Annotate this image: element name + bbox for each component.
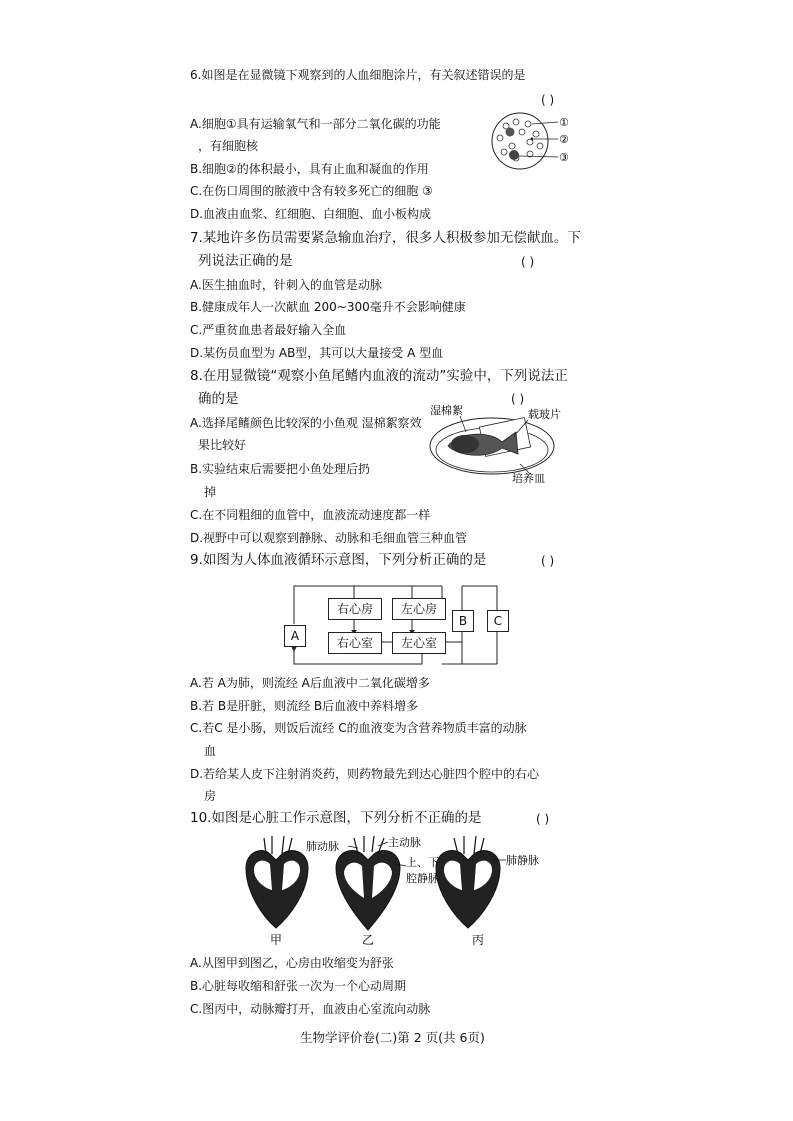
q10-option-c: C.图丙中，动脉瓣打开，血液由心室流向动脉: [190, 1002, 431, 1016]
q8-option-a: A.选择尾鳍颜色比较深的小鱼观 湿棉絮察效: [190, 416, 422, 430]
q7-stem-cont: 列说法正确的是: [198, 253, 293, 269]
box-organ-b: B: [452, 610, 474, 632]
q8-answer-paren: ( ): [511, 392, 525, 406]
blood-label-1: ①: [559, 116, 569, 129]
box-organ-a: A: [284, 625, 306, 647]
q7-option-d: D.某伤员血型为 AB型，其可以大量接受 A 型血: [190, 346, 444, 360]
q7-option-b: B.健康成年人一次献血 200~300毫升不会影响健康: [190, 300, 466, 314]
q6-answer-paren: ( ): [541, 93, 555, 107]
q7-option-c: C.严重贫血患者最好输入全血: [190, 323, 347, 337]
q9-option-b: B.若 B是肝脏，则流经 B后血液中养料增多: [190, 699, 419, 713]
q9-option-d-cont: 房: [204, 789, 217, 803]
blood-smear-figure: [486, 110, 576, 172]
q7-option-a: A.医生抽血时，针刺入的血管是动脉: [190, 278, 382, 292]
q8-option-b-cont: 掉: [204, 485, 217, 499]
q6-option-a-cont: ，有细胞核: [198, 139, 259, 153]
q9-option-c: C.若C 是小肠，则饭后流经 C的血液变为含营养物质丰富的动脉: [190, 721, 527, 735]
box-right-atrium: 右心房: [328, 598, 382, 620]
q7-answer-paren: ( ): [521, 255, 535, 269]
q10-option-b: B.心脏每收缩和舒张一次为一个心动周期: [190, 979, 407, 993]
q10-stem: 10.如图是心脏工作示意图，下列分析不正确的是: [190, 810, 482, 826]
blood-label-3: ③: [559, 151, 569, 164]
heart-cycle-figure: [236, 834, 556, 946]
box-organ-c: C: [487, 610, 509, 632]
caption-jia: 甲: [270, 933, 283, 946]
blood-label-2: ②: [559, 133, 569, 146]
label-aorta: 主动脉: [388, 836, 421, 849]
page-footer: 生物学评价卷(二)第 2 页(共 6页): [300, 1030, 485, 1045]
q6-option-d: D.血液由血浆、红细胞、白细胞、血小板构成: [190, 207, 432, 221]
fig-slide-label: 载玻片: [528, 408, 561, 421]
q6-option-c: C.在伤口周围的脓液中含有较多死亡的细胞 ③: [190, 184, 433, 198]
box-left-atrium: 左心房: [392, 598, 446, 620]
q6-option-a: A.细胞①具有运输氧气和一部分二氧化碳的功能: [190, 117, 441, 131]
label-vena-cava-2: 腔静脉: [406, 872, 439, 885]
q9-option-a: A.若 A为肺，则流经 A后血液中二氧化碳增多: [190, 676, 430, 690]
q8-option-c: C.在不同粗细的血管中，血液流动速度都一样: [190, 508, 431, 522]
q8-option-b: B.实验结束后需要把小鱼处理后扔: [190, 462, 371, 476]
fish-experiment-figure: [420, 402, 575, 487]
label-vena-cava-1: 上、下: [406, 856, 439, 869]
q6-stem: 6.如图是在显微镜下观察到的人血细胞涂片，有关叙述错误的是: [190, 68, 526, 82]
q9-answer-paren: ( ): [541, 554, 555, 568]
label-pulmonary-artery: 肺动脉: [306, 840, 339, 853]
caption-yi: 乙: [362, 933, 375, 946]
q8-stem-cont: 确的是: [198, 391, 239, 407]
circulation-diagram: [282, 580, 522, 670]
box-right-ventricle: 右心室: [328, 632, 382, 654]
fig-dish-label: 培养皿: [512, 472, 545, 485]
fig-wet-cotton-label: 湿棉絮: [430, 404, 463, 417]
q8-option-d: D.视野中可以观察到静脉、动脉和毛细血管三种血管: [190, 531, 468, 545]
caption-bing: 丙: [472, 933, 485, 946]
label-pulmonary-vein: 肺静脉: [506, 854, 539, 867]
q10-option-a: A.从图甲到图乙，心房由收缩变为舒张: [190, 956, 394, 970]
q8-option-a-cont: 果比较好: [198, 438, 247, 452]
q9-option-c-cont: 血: [204, 744, 217, 758]
q9-stem: 9.如图为人体血液循环示意图，下列分析正确的是: [190, 552, 487, 568]
box-left-ventricle: 左心室: [392, 632, 446, 654]
q7-stem: 7.某地许多伤员需要紧急输血治疗，很多人积极参加无偿献血。下: [190, 230, 581, 246]
q8-stem: 8.在用显微镜“观察小鱼尾鳍内血液的流动”实验中，下列说法正: [190, 368, 568, 384]
q10-answer-paren: ( ): [536, 812, 550, 826]
q6-option-b: B.细胞②的体积最小，具有止血和凝血的作用: [190, 162, 429, 176]
q9-option-d: D.若给某人皮下注射消炎药，则药物最先到达心脏四个腔中的右心: [190, 767, 540, 781]
